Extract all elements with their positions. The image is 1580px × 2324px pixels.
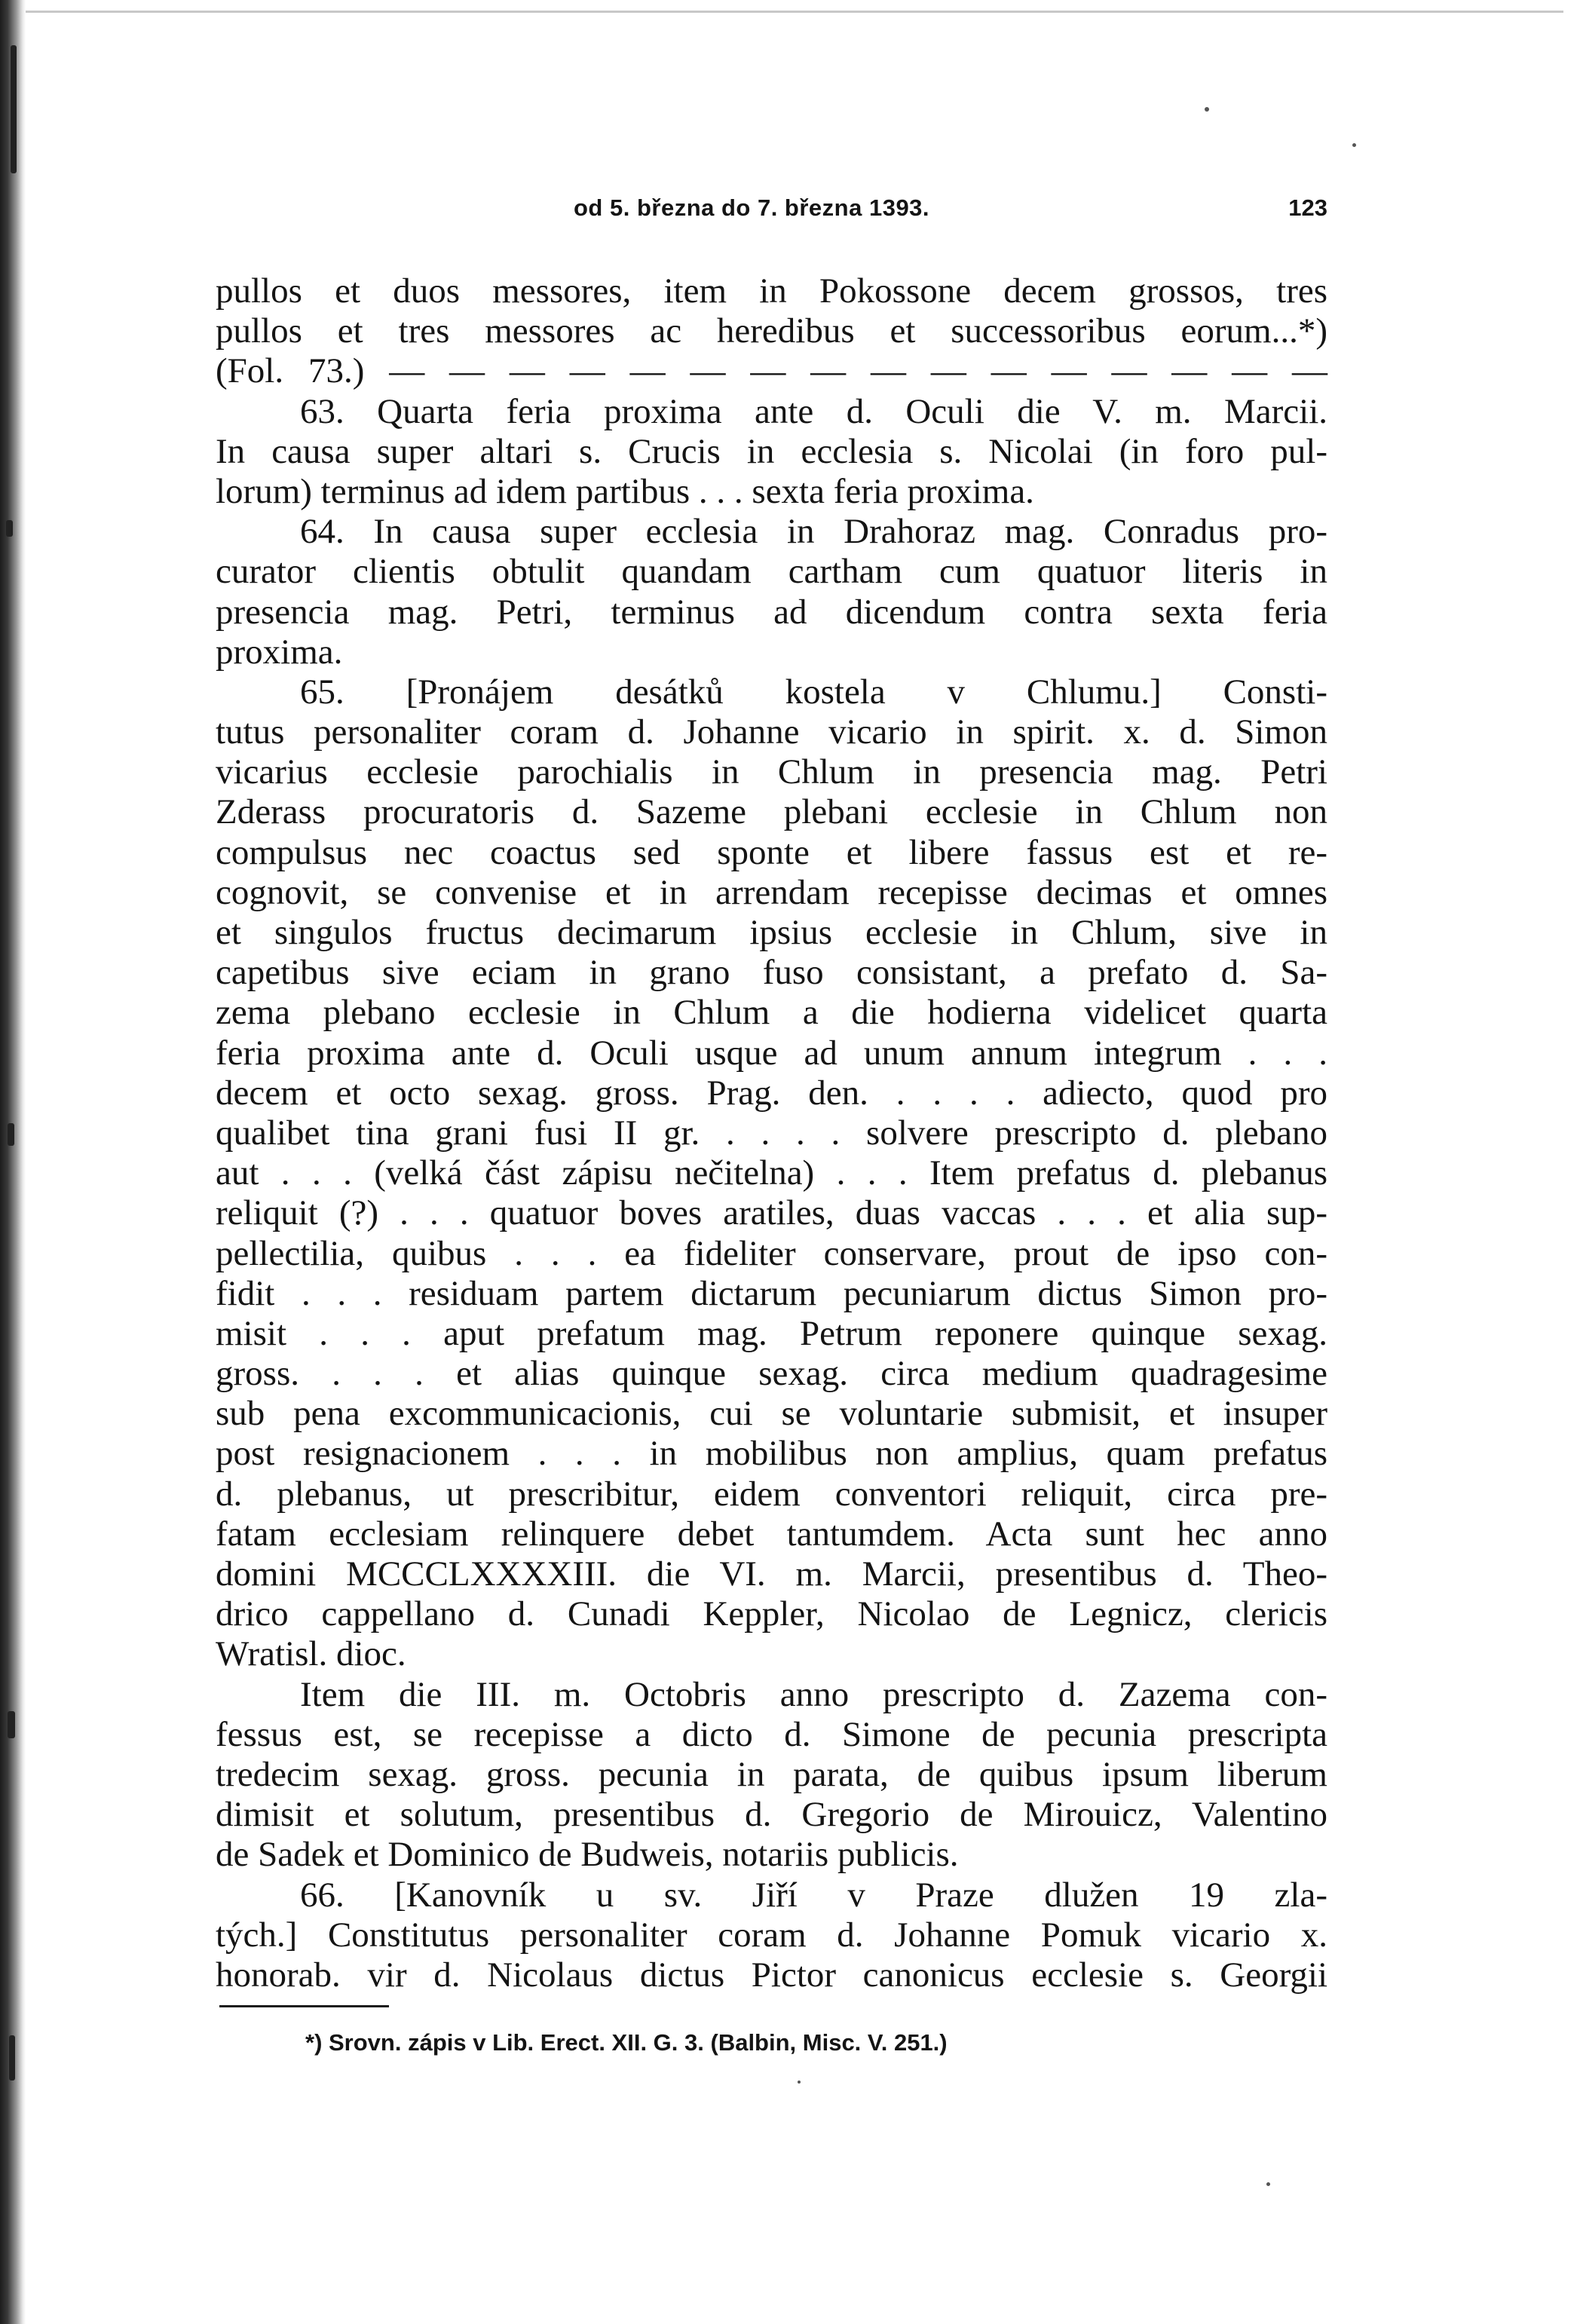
text-line: domini MCCCLXXXXIII. die VI. m. Marcii, presentibus d. Theo- <box>216 1554 1327 1594</box>
text-line: d. plebanus, ut prescribitur, eidem conventori reliquit, circa pre- <box>216 1474 1327 1514</box>
text-line: et singulos fructus decimarum ipsius ecclesie in Chlum, sive in <box>216 913 1327 952</box>
text-line: tých.] Constitutus personaliter coram d. Johanne Pomuk vicario x. <box>216 1915 1327 1955</box>
text-line: qualibet tina grani fusi II gr. . . . . solvere prescripto d. plebano <box>216 1113 1327 1153</box>
running-title: od 5. března do 7. března 1393. <box>574 194 930 221</box>
entry-66-start: 66. [Kanovník u sv. Jiří v Praze dlužen 19 zla- <box>300 1875 1327 1915</box>
entry-64-start: 64. In causa super ecclesia in Drahoraz mag. Conradus pro- <box>300 512 1327 552</box>
text-line: vicarius ecclesie parochialis in Chlum in presencia mag. Petri <box>216 752 1327 792</box>
text-line: capetibus sive eciam in grano fuso consistant, a prefato d. Sa- <box>216 953 1327 993</box>
text-line: gross. . . . et alias quinque sexag. circa medium quadragesime <box>216 1354 1327 1394</box>
text-line: de Sadek et Dominico de Budweis, notariis publicis. <box>216 1835 959 1875</box>
text-line: decem et octo sexag. gross. Prag. den. . . . . adiecto, quod pro <box>216 1073 1327 1113</box>
footnote-rule <box>219 2005 389 2007</box>
text-line: cognovit, se convenise et in arrendam recepisse decimas et omnes <box>216 872 1327 912</box>
text-line: Zderass procuratoris d. Sazeme plebani ecclesie in Chlum non <box>216 792 1327 832</box>
text-line: aut . . . (velká část zápisu nečitelna) . . . Item prefatus d. plebanus <box>216 1153 1327 1193</box>
text-line: reliquit (?) . . . quatuor boves aratiles, duas vaccas . . . et alia sup- <box>216 1193 1327 1233</box>
text-line: presencia mag. Petri, terminus ad dicendum contra sexta feria <box>216 592 1327 632</box>
page-header <box>216 194 1327 225</box>
text-line: honorab. vir d. Nicolaus dictus Pictor canonicus ecclesie s. Georgii <box>216 1955 1327 1995</box>
scan-binding-edge <box>0 0 26 2324</box>
scan-edge-mark <box>8 1711 15 1738</box>
main-text <box>216 271 1327 1995</box>
text-line: pellectilia, quibus . . . ea fideliter conservare, prout de ipso con- <box>216 1233 1327 1273</box>
text-line: zema plebano ecclesie in Chlum a die hodierna videlicet quarta <box>216 993 1327 1033</box>
paragraph-start: Item die III. m. Octobris anno prescripto d. Zazema con- <box>300 1674 1327 1714</box>
text-line: sub pena excommunicacionis, cui se voluntarie submisit, et insuper <box>216 1394 1327 1434</box>
scan-speck <box>1205 107 1209 112</box>
scan-speck <box>1352 143 1356 147</box>
entry-63-heading: 63. Quarta feria proxima ante d. Oculi die V. m. Marcii. <box>300 391 1327 431</box>
text-line: post resignacionem . . . in mobilibus non amplius, quam prefatus <box>216 1434 1327 1474</box>
text-line: Wratisl. dioc. <box>216 1634 406 1674</box>
text-line: lorum) terminus ad idem partibus . . . sexta feria proxima. <box>216 471 1034 511</box>
footnote: *) Srovn. zápis v Lib. Erect. XII. G. 3. (Balbin, Misc. V. 251.) <box>305 2029 948 2056</box>
text-line: proxima. <box>216 632 343 672</box>
text-line: misit . . . aput prefatum mag. Petrum reponere quinque sexag. <box>216 1313 1327 1353</box>
scan-edge-mark <box>8 1123 14 1146</box>
scan-top-edge <box>26 11 1563 13</box>
scan-speck <box>798 2081 801 2084</box>
text-line: tutus personaliter coram d. Johanne vicario in spirit. x. d. Simon <box>216 712 1327 752</box>
text-line: pullos et duos messores, item in Pokossone decem grossos, tres <box>216 271 1327 311</box>
text-line: (Fol. 73.) — — — — — — — — — — — — — — — — <box>216 351 1327 391</box>
text-line: dimisit et solutum, presentibus d. Gregorio de Mirouicz, Valentino <box>216 1795 1327 1835</box>
text-line: fatam ecclesiam relinquere debet tantumdem. Acta sunt hec anno <box>216 1514 1327 1554</box>
text-line: curator clientis obtulit quandam cartham cum quatuor literis in <box>216 552 1327 592</box>
text-line: tredecim sexag. gross. pecunia in parata, de quibus ipsum liberum <box>216 1754 1327 1794</box>
text-line: drico cappellano d. Cunadi Keppler, Nicolao de Legnicz, clericis <box>216 1594 1327 1634</box>
text-line: compulsus nec coactus sed sponte et libere fassus est et re- <box>216 832 1327 872</box>
entry-65-start: 65. [Pronájem desátků kostela v Chlumu.] Consti- <box>300 672 1327 712</box>
text-line: fessus est, se recepisse a dicto d. Simone de pecunia prescripta <box>216 1714 1327 1754</box>
text-line: In causa super altari s. Crucis in ecclesia s. Nicolai (in foro pul- <box>216 431 1327 471</box>
scan-edge-mark <box>11 45 17 173</box>
text-line: pullos et tres messores ac heredibus et successoribus eorum...*) <box>216 311 1327 351</box>
scan-edge-mark <box>9 2035 15 2081</box>
text-line: feria proxima ante d. Oculi usque ad unum annum integrum . . . <box>216 1033 1327 1073</box>
scan-edge-mark <box>6 520 13 537</box>
page-number: 123 <box>1288 194 1327 221</box>
text-line: fidit . . . residuam partem dictarum pecuniarum dictus Simon pro- <box>216 1273 1327 1313</box>
scan-speck <box>1266 2182 1270 2186</box>
